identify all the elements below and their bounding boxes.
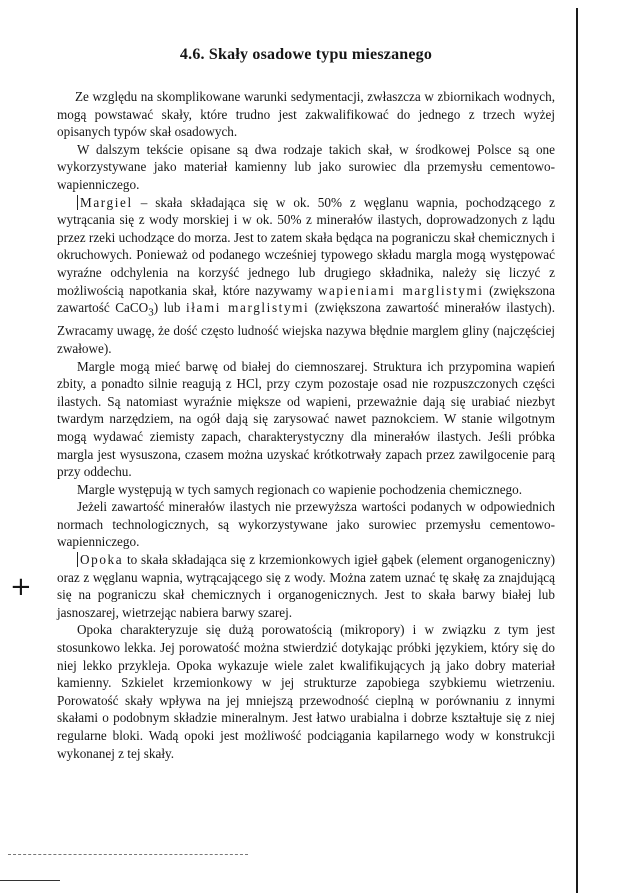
margiel-text-d: (zwiększona zawartość minerałów ilastych). Zwracamy uwagę, że dość często ludność wiejska nazywa błędnie marglem gliny (najczęściej zwałowe). [57, 300, 555, 356]
paragraph-zawartosc-ilastych: Jeżeli zawartość minerałów ilastych nie przewyższa wartości podanych w odpowiednich normach technologicznych, są wykorzystywane jako surowiec przemysłu cementowo-wapienniczego. [57, 499, 555, 550]
term-margiel: Margiel [77, 195, 133, 210]
margiel-text-a: – skała składająca się w ok. 50% z węglanu wapnia, pochodzącego z wytrącania się z wody morskiej i w ok. 50% z minerałów ilastych, doprowadzonych z lądu przez rzeki uchodzące do morza. Jest to zatem skała będąca na pograniczu skał chemicznych i okruchowych. Ponieważ od podanego wcześniej typowego składu margla mogą występować wyraźne odchylenia na korzyść jednego lub drugiego składnika, należy się liczyć z możliwością napotkania skał, które nazywamy [57, 194, 555, 298]
bottom-scan-line [0, 880, 60, 881]
term-wapienie-margliste: wapieniami marglistymi [317, 282, 484, 298]
paragraph-margle-wystepowanie: Margle występują w tych samych regionach co wapienie pochodzenia chemicznego. [77, 481, 523, 497]
opoka-text: to skała składająca się z krzemionkowych igieł gąbek (element organogeniczny) oraz z węglanu wapnia, wytrącającego się z wody. Można zatem uznać tę skałę za znajdującą się na pograniczu skał chemicznych i organogenicznych. Jest to skała barwy białej lub jasnoszarej, wietrzejąc nabiera barwy szarej. [57, 552, 555, 620]
margiel-text-c: ) lub [153, 300, 186, 316]
section-title: 4.6. Skały osadowe typu mieszanego [179, 46, 433, 63]
paragraph-opoka-porowatosc: Opoka charakteryzuje się dużą porowatością (mikropory) i w związku z tym jest stosunkowo lekka. Jej porowatość można stwierdzić dotykając próbki językiem, który się do niej lekko przykleja. Opoka wykazuje wiele zalet kwalifikujących ją jako dobry materiał kamienny. Szkielet krzemionkowy w jej strukturze zapobiega szybkiemu wietrzeniu. Porowatość skały wpływa na jej mniejszą przewodność cieplną w porównaniu z innymi skałami o podobnym składzie mineralnym. Jest łatwo urabialna i dobrze kształtuje się z niej regularne bloki. Wadą opoki jest możliwość podciągania kapilarnego wody w konstrukcji wykonanej z tej skały. [57, 622, 555, 761]
margiel-text-b: (zwiększona zawartość CaCO [57, 282, 555, 316]
handwritten-margin-mark: + [10, 572, 32, 602]
book-page [57, 0, 555, 893]
paragraph-opoka [57, 551, 555, 621]
term-ily-margliste: iłami marglistymi [185, 300, 310, 316]
right-margin-rule [576, 8, 578, 893]
paragraph-margle-barwa: Margle mogą mieć barwę od białej do ciemnoszarej. Struktura ich przypomina wapień zbity, a ponadto silnie reagują z HCl, przy czym pozostaje osad nie rozpuszczonych części ilastych. Są natomiast wyraźnie miększe od wapieni, przeważnie dają się urabiać niezbyt twardym narzędziem, na ogół dają się zarysować nawet paznokciem. W stanie wilgotnym mogą wydawać ziemisty zapach, charakterystyczny dla minerałów ilastych. Jeśli próbka margla jest wysuszona, czasem można uzyskać krótkotrwały zapach przez zawilgocenie parą przy oddechu. [57, 358, 555, 480]
term-opoka: Opoka [77, 552, 123, 567]
paragraph-margiel [57, 194, 555, 358]
caco3-subscript: 3 [148, 306, 154, 319]
paragraph-two-types: W dalszym tekście opisane są dwa rodzaje takich skał, w środkowej Polsce są one wykorzystywane jako materiał kamienny lub jako surowiec dla przemysłu cementowo-wapienniczego. [57, 141, 555, 192]
paragraph-intro: Ze względu na skomplikowane warunki sedymentacji, zwłaszcza w zbiornikach wodnych, mogą powstawać skały, które trudno jest zakwalifikować do jednego z trzech wyżej opisanych typów skał osadowych. [57, 89, 555, 140]
body-text [57, 88, 555, 762]
